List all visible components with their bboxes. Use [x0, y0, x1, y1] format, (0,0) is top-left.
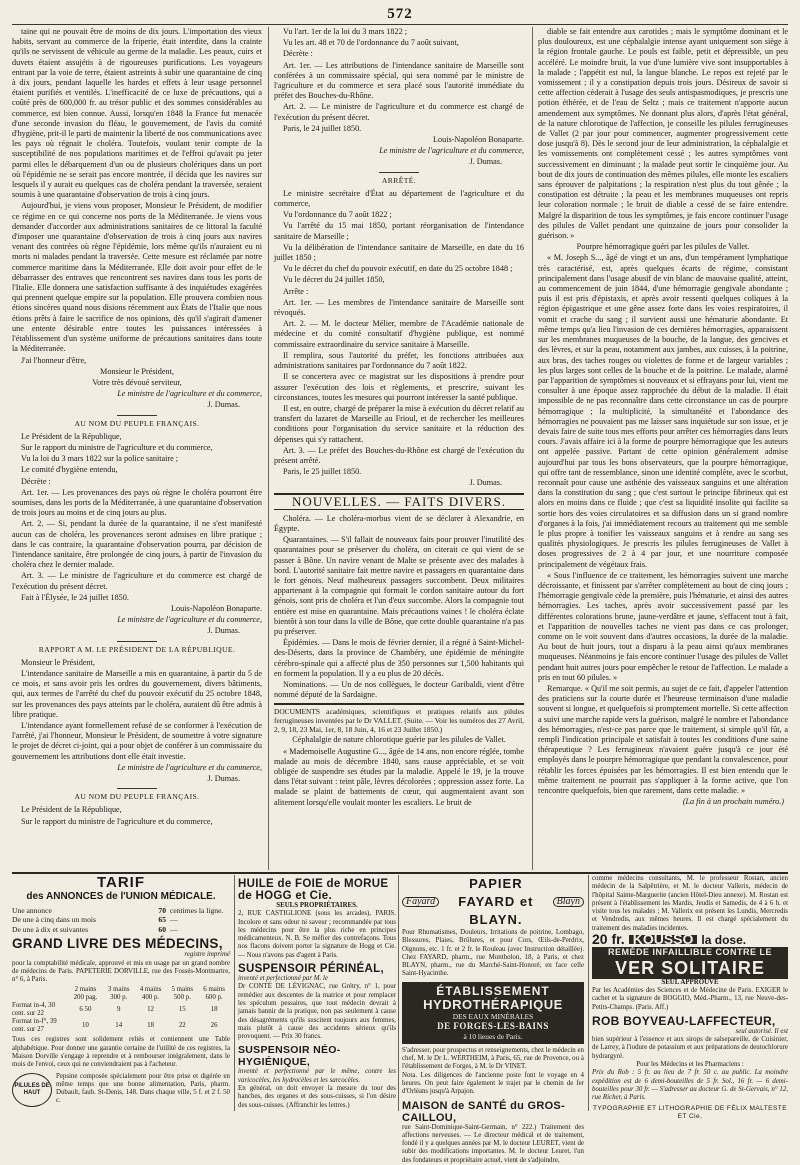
maison-continued-text: comme médecins consultants, M. le professeur Rostan, ancien médecin de la Salpêtrière, et M. le docteur Vallerix, médecin de l'hôpital Sainte-Marguerite (ancien Hôtel-Dieu annexe). M. Rostan est présent à l'établissement les Mardis, Jeudis et Samedis, de 4 à 6 h. et visite tous les malades ; M. Vallerix est présent les Lundis, Mercredis et Vendredis, aux mêmes heures. Il est chargé spécialement du traitement des maladies incidentes.: [592, 875, 788, 932]
hydro-line-4: DE FORGES-LES-BAINS: [437, 1020, 549, 1031]
paragraph: Remarque. « Qu'il me soit permis, au sujet de ce fait, d'appeler l'attention des praticiens sur la courte durée et l'heureuse terminaison d'une maladie souvent si longue, et quelquefois si promptement mortelle. Si cette affection a suivi une marche rapide vers la guérison, malgré le nombre et l'abondance des hémorragies, n'est-ce pas parce que le traitement, si simple qu'il fût, a rempli l'indication principale et satisfait à toutes les conditions d'une saine thérapeutique ? Les ferrugineux n'avaient guère jusqu'à ce jour été employés dans le pourpre hémorragique que pendant la convalescence, pour rétablir les forces épuisées par les hémorragies. Il est bien entendu que le même traitement ne pourrait pas s'appliquer à la forme active, que l'on rencontre quelquefois, bien que rarement, dans cette maladie. »: [538, 684, 788, 796]
paragraph: Le Président de la République,: [21, 431, 122, 441]
paragraph: Vu l'ordonnance du 7 août 1822 ;: [283, 210, 392, 220]
fayard-signature: Fayard: [402, 897, 439, 908]
paragraph: Sur le rapport du ministre de l'agriculture et du commerce,: [21, 816, 213, 826]
format-cell: 2 mains: [74, 986, 97, 994]
tarif-rate-unit: —: [170, 915, 178, 925]
paragraph: Vu l'art. 1er de la loi du 3 mars 1822 ;: [283, 27, 407, 36]
paragraph: taine qui ne pouvait être de moins de dix jours. L'importation des vieux habits, servant au commerce de la friperie, était interdite, dans la crainte qu'ils ne servissent de véhicule au germe de la maladie. Les peaux, cuirs et duvets étaient assujétis à de rigoureuses purifications. Les voyageurs entrant par la voie de terre, étaient astreints à subir une quarantaine de cinq à dix jours, pendant laquelle les hardes et effets à leur usage personnel étaient purifiés et ventilés. L'inefficacité de ce luxe de précautions, qui a coûté près de 600,000 fr. au trésor public et des sommes considérables au commerce, est bien connue. Aussi, lorsqu'en 1848 la France fut menacée d'une seconde invasion du fléau, le gouvernement, de l'avis du comité d'hygiène, prit-il le parti de maintenir la liberté de nos communications avec les pays où régnait le choléra. Toutefois, voulant tenir compte de la susceptibilité de nos populations maritimes et de l'effroi qu'avait pu jeter parmi elles le débarquement d'un ou de plusieurs cholériques dans un port où l'épidémie ne se serait pas encore montrée, il décida que les navires sur lesquels il y aurait eu quelques cas de choléra pendant la traversée, seraient soumis à une quarantaine d'observation de trois à cinq jours.: [12, 27, 262, 200]
paragraph: Nominations. — Un de nos collègues, le docteur Garibaldi, vient d'être nommé député de la Sardaigne.: [274, 679, 524, 700]
tarif-rate-unit: centimes la ligne.: [170, 906, 224, 915]
kousso-header: [592, 931, 788, 948]
kousso-name: KOUSSO: [629, 935, 698, 944]
ad-divider: [588, 875, 589, 1111]
hygienique-tag: inventé et perfectionné par le même, contre les varicocèles, les hydrocèles et les sarcocèles.: [238, 1068, 396, 1084]
format-cell: 10: [81, 1022, 89, 1030]
paragraph: Monsieur le Président,: [21, 657, 95, 667]
paragraph: Il remplira, sous l'autorité du préfet, les fonctions attribuées aux administrations sanitaires par l'ordonnance du 7 août 1822.: [274, 350, 524, 371]
paragraph: Céphalalgie de nature chlorotique guérie par les pilules de Vallet.: [292, 735, 506, 745]
kousso-dose: la dose.: [701, 933, 747, 948]
format-cell: 15: [178, 1006, 186, 1014]
section-heading: ARRÊTÉ.: [274, 172, 524, 186]
column-1: [12, 27, 262, 870]
kousso-text: Par les Académies des Sciences et de Médecine de Paris. EXIGER le cachet et la signature de BOGGIO, Méd.-Pharm., 13, rue Neuve-des-Petits-Champs. (Paris. Aff.): [592, 986, 788, 1011]
paragraph: Paris, le 25 juillet 1850.: [283, 467, 362, 477]
format-cell: 300 p.: [110, 994, 128, 1002]
paragraph: « Mademoiselle Augustine G..., âgée de 14 ans, non encore réglée, tombe malade au mois de décembre 1840, sans cause appréciable, et se voit obligée de suspendre ses études par la maladie. Appelé le 19, je la trouve dans l'état suivant : teint pâle, lèvres décolorées ; oppression assez forte. La malade se plaint de battements de cœur, qui augmentaient avant son alitement lorsqu'elle voulait monter les escaliers. Le bruit de: [274, 746, 524, 807]
paragraph: DOCUMENTS académiques, scientifiques et pratiques relatifs aux pilules ferrugineuses inventées par le Dr VALLET. (Suite. — Voir les numéros des 27 Avril, 2, 9, 18, 23 Mai, 1er, 8, 18 Juin, 4, 16 et 23 Juillet 1850.): [274, 703, 524, 734]
tarif-rate-row: [12, 915, 230, 924]
paragraph: Art. 2. — Le ministre de l'agriculture et du commerce est chargé de l'exécution du présent décret.: [274, 102, 524, 122]
format-price-table: [12, 986, 230, 1034]
depuis-text: Pepsine composée spécialement pour être prise et digérée en même temps que une bonne alimentation, Paris, pharm. Dubault, faub. St-Denis, 148. Dans chaque ville, 5 f. et 2 f. 50 c.: [56, 1072, 230, 1105]
paragraph: J. Dumas.: [469, 157, 502, 167]
column-2: [274, 27, 524, 870]
paragraph: Fait à l'Élysée, le 24 juillet 1850.: [21, 592, 129, 602]
paragraph: « M. Joseph S..., âgé de vingt et un ans, d'un tempérament lymphatique très caractérisé, est, après quelques écarts de régime, consistant principalement dans l'usage abusif de vin blanc de mauvaise qualité, atteint, au commencement de juin 1844, d'une hémorragie gengivale abondante ; puis il est pris d'épistaxis, et après avoir ressenti quelques coliques à la région épigastrique et une gêne assez forte dans les voies respiratoires, il vomit et crache du sang ; il survient aussi une hématurie abondante. Et même temps qu'a lieu l'invasion de ces dernières hémorragies, apparaissent sur les membranes muqueuses de la bouche, de la langue, des gencives et des lèvres, et sur la peau, notamment aux jambes, aux cuisses, à la poitrine, aux bras, des taches rouges ou violettes de forme et de largeur variables ; les plus larges sont celles de la bouche et de la poitrine. Le malade, alarmé par l'apparition de symptômes si nouveaux et si effrayans pour lui, vient me consulter à une époque assez rapprochée du début de la maladie. Il était impossible de ne pas reconnaître dans cette circonstance un cas de pourpre hémorragique ; la multiplicité, la simultanéité et l'abondance des hémorragies ne pouvaient pas me laisser sans inquiétude sur son issue, et je devais faire de suite tous mes efforts pour arrêter ces hémorragies dans leurs cours. J'avais affaire ici à la forme de pourpre hémorragique que les auteurs ont appelée passive. Partant de cette opinion généralement admise aujourd'hui par tous les bons observateurs, que la pourpre hémorragique, qui offre tant de ressemblance, sinon une identité complète, avec le scorbut, reconnaît pour cause une asthénie des vaisseaux sanguins et une altération dans la constitution du sang ; que c'est surtout le principe fibrineux qui est alors en moins dans ce fluide ; que c'est sa liquidité insolite qui facilite sa sortie hors des voies circulatoires et sa diffusion dans un si grand nombre d'organes à la fois, j'ai immédiatement recours au traitement qui me semble le plus propre à tonifier les vaisseaux sanguins et à rendre au sang ses qualités physiologiques. Je prescris les pilules ferrugineuses de Vallet à doses progressives de 2 à 4 par jour, et une nourriture composée principalement de végétaux frais.: [538, 253, 788, 569]
column-divider: [532, 27, 533, 870]
format-cell: Format in-4, 30 cent. sur 22: [12, 1002, 56, 1018]
paragraph: Paris, le 24 juillet 1850.: [283, 123, 362, 133]
paragraph: Épidémies. — Dans le mois de février dernier, il a régné à Saint-Michel-des-Déserts, dans la province de Chambéry, une épidémie de méningite cérébro-spinale qui a affecté plus de 350 personnes sur 1,500 habitants qui en forment la population. Il y a eu plus de 20 décès.: [274, 638, 524, 678]
column-divider: [268, 27, 269, 870]
ad-column-1: [12, 875, 230, 1111]
depuis-ad: [12, 1073, 230, 1107]
ad-column-4: [592, 875, 788, 1121]
kousso-price: 20 fr.: [592, 931, 625, 948]
paragraph: J'ai l'honneur d'être,: [21, 355, 87, 365]
fayard-text: Pour Rhumatismes, Douleurs, Irritations de poitrine, Lombago, Blessures, Plaies, Brûlures, et pour Cors, Œils-de-Perdrix, Oignons, etc. 1 fr. et 2 fr. le Rouleau (avec Instruction détaillée). Chez FAYARD, pharm., rue Montholon, 18, à Paris, et chez BLAYN, pharm., rue du Marché-Saint-Honoré, en face celle Saint-Hyacinthe.: [402, 929, 584, 978]
kousso-ver-solitaire: VER SOLITAIRE: [592, 958, 788, 979]
perineal-tag: inventé et perfectionné par M. le: [238, 975, 328, 983]
tarif-rate-label: De une à cinq dans un mois: [12, 915, 96, 925]
hygienique-text: En général, on doit envoyer la mesure du tour des hanches, des organes et des sous-cuisses, si l'on désire des sous-cuisses. (Affranchir les lettres.): [238, 1085, 396, 1109]
paragraph: Vu l'arrêté du 15 mai 1850, portant réorganisation de l'intendance sanitaire de Marseille ;: [274, 221, 524, 241]
perineal-text: Dr CONTÉ DE LÉVIGNAC, rue Grétry, n° 1, pour remédier aux descentes de la matrice et pour remplacer les spéculum pessaires, que tout médecin devrait à jamais bannir de la pratique, non pas seulement à cause des désagréments qu'ils suscitent toujours aux femmes, mais plutôt à cause des accidents sérieux qu'ils provoquent. — Prix 30 francs.: [238, 983, 396, 1041]
paragraph: Vu le décret du chef du pouvoir exécutif, en date du 25 octobre 1848 ;: [283, 264, 513, 274]
tarif-rate-price: 60: [158, 924, 166, 934]
huile-text: 2, RUE CASTIGLIONE (sous les arcades), PARIS. Incolore et sans odeur ni saveur ; recommandée par tous les médecins pour être la plus riche en principes médicamenteux. N. B. Se méfier des contrefaçons. Tous nos flacons doivent porter la signature de Hogg et Cie. — Nous n'avons pas d'agent à Paris.: [238, 910, 396, 959]
tarif-rate-price: 65: [158, 915, 166, 925]
paragraph: Pourpre hémorragique guéri par les pilules de Vallet.: [576, 242, 750, 252]
hydro-line-3: DES EAUX MINÉRALES: [452, 1011, 534, 1021]
paragraph: L'intendance sanitaire de Marseille a mis en quarantaine, à partir du 5 de ce mois, et sans avoir pris les ordres du gouvernement, divers bâtiments, qui, aux termes de l'arrêté du chef du pouvoir exécutif du 25 octobre 1848, sur les provenances des pays atteints par le choléra, auraient dû être admis à libre pratique.: [12, 668, 262, 719]
format-cell: 600 p.: [205, 994, 223, 1002]
grand-livre-tag: registre imprimé: [184, 951, 230, 959]
blayn-signature: Blayn: [553, 897, 584, 908]
format-cell: 400 p.: [141, 994, 160, 1002]
paragraph: Louis-Napoléon Bonaparte.: [433, 135, 524, 145]
paragraph: diable se fait entendre aux carotides ; mais le symptôme dominant et le plus douloureux, est une céphalalgie intense ayant uniquement son siège à la région frontale gauche. Le pouls est faible, petit et dépressible, un peu accéléré. Le moindre bruit, la vue d'une lumière vive sont insupportables à la malade ; l'appétit est nul, la langue blanche. Le repos est rejeté par le vomissement ; il y a constipation depuis trois jours. Désireux de savoir si cette affection cèderait à l'usage des seuls antispasmodiques, je prescris une potion éthérée, et de l'eau de Seltz ; mais ce traitement n'apporte aucun amendement aux symptômes. Ne donnant plus alors, d'après l'état général, de la nature chlorotique de l'affection, je conseille les pilules ferrugineuses de Vallet (2 par jour pour commencer, augmenter progressivement cette dose jusqu'à 8). Dès le second jour de leur administration, la céphalalgie et les vomissements ont complètement cessé ; les autres symptômes vont successivement en diminuant ; la malade peut sortir le cinquième jour. Au bout de dix jours de continuation des mêmes pilules, elle monte les escaliers sans éprouver de palpitations ; la respiration n'est plus du tout gênée ; la constipation est détruite ; la peau et les membranes muqueuses ont repris leur coloration normale ; le bruit de diable a cessé de se faire entendre. Malgré la disparition de tous les symptômes, je fais encore continuer l'usage des pilules de Vallet pendant une quinzaine de jours pour consolider la guérison. »: [538, 27, 788, 241]
paragraph: Le ministre secrétaire d'État au département de l'agriculture et du commerce,: [274, 188, 524, 209]
huile-heading: HUILE de FOIE de MORUE de HOGG et Cie.: [238, 878, 389, 902]
paragraph: (La fin à un prochain numéro.): [682, 797, 784, 807]
format-cell: 4 mains: [139, 986, 162, 994]
paragraph: Le ministre de l'agriculture et du commerce,: [117, 389, 262, 399]
section-heading: NOUVELLES. — FAITS DIVERS.: [274, 493, 524, 510]
paragraph: Art. 1er. — Les membres de l'intendance sanitaire de Marseille sont révoqués.: [274, 297, 524, 318]
top-rule: [12, 24, 788, 25]
paragraph: Monsieur le Président,: [100, 366, 174, 376]
section-heading: RAPPORT A M. LE PRÉSIDENT DE LA RÉPUBLIQUE.: [12, 641, 262, 655]
format-cell: 6 mains: [203, 986, 225, 994]
fayard-ad: [402, 875, 584, 929]
ad-column-3: [402, 875, 584, 1164]
kousso-remede: REMÈDE INFAILLIBLE CONTRE LE: [592, 947, 788, 958]
perineal-heading: SUSPENSOIR PÉRINÉAL,: [238, 963, 384, 976]
paragraph: Décrète :: [21, 476, 51, 486]
paragraph: Louis-Napoléon Bonaparte.: [171, 603, 262, 613]
tarif-rate-price: 70: [158, 906, 166, 915]
paragraph: Vu le décret du 24 juillet 1850,: [283, 275, 385, 285]
grand-livre-heading: GRAND LIVRE DES MÉDECINS,: [12, 936, 223, 952]
maison-heading: MAISON de SANTÉ du GROS-CAILLOU,: [402, 1099, 566, 1124]
format-cell: [12, 986, 68, 994]
fayard-title: PAPIER FAYARD et BLAYN.: [458, 876, 534, 927]
format-row: [12, 986, 230, 994]
tarif-rate-unit: —: [170, 924, 178, 934]
huile-sub: SEULS PROPRIÉTAIRES.: [276, 902, 358, 909]
rob-sub: Pour les Médecins et les Pharmaciens :: [636, 1061, 744, 1069]
format-cell: 6 50: [79, 1006, 92, 1014]
format-row: [12, 1018, 230, 1034]
paragraph: Le ministre de l'agriculture et du commerce,: [117, 762, 262, 772]
paragraph: Le comité d'hygiène entendu,: [21, 465, 118, 475]
format-cell: 3 mains: [107, 986, 130, 994]
format-cell: 26: [210, 1022, 218, 1030]
maison-text: rue Saint-Dominique-Saint-Germain, n° 222.) Traitement des affections nerveuses. — Le directeur médical et de traitement, fondé il y a quelques années par M. le docteur LEURET, vient de subir des modifications importantes. M. le docteur Leuret, l'un des fondateurs et propriétaire actuel, vient de s'adjoindre,: [402, 1123, 584, 1164]
paragraph: Art. 1er. — Les attributions de l'intendance sanitaire de Marseille sont conférées à un commissaire spécial, qui sera nommé par le ministre de l'agriculture et du commerce et sera placé sous l'autorité immédiate du préfet des Bouches-du-Rhône.: [274, 60, 524, 101]
ad-divider: [398, 875, 399, 1111]
format-cell: 18: [147, 1022, 154, 1030]
paragraph: Le ministre de l'agriculture et du commerce,: [117, 615, 262, 625]
paragraph: Vu les art. 48 et 70 de l'ordonnance du 7 août suivant,: [283, 38, 459, 48]
tarif-title: TARIF: [96, 874, 146, 891]
tarif-rate-row: [12, 906, 230, 915]
paragraph: Quarantaines. — S'il fallait de nouveaux faits pour prouver l'inutilité des quarantaines pour se préserver du choléra, on citerait ce qui vient de se passer à Bône. Un navire venant de Malte se présente avec des malades à bord. L'autorité sanitaire fait mettre navire et passagers en quarantaine dans le fort génois. Neuf malheureux passagers succombent. Deux militaires appartenant à la compagnie qui formait le cordon sanitaire autour du fort génois, sont pris de choléra et l'un d'eux succombe. Alors la compagnie tout entière est mise en quarantaine. Mais précautions vaines ! le choléra éclate bientôt à son tour dans la ville de Bône, que cette double quarantaine n'a pas pu préserver.: [274, 535, 524, 636]
hygienique-heading: SUSPENSOIR NÉO-HYGIÉNIQUE,: [238, 1044, 341, 1069]
rob-heading: ROB BOYVEAU-LAFFECTEUR,: [592, 1013, 776, 1028]
tarif-subtitle: des ANNONCES de l'UNION MÉDICALE.: [26, 891, 216, 902]
pill-emblem-icon: PILULES DE HAUT: [12, 1073, 52, 1107]
paragraph: Vu la loi du 3 mars 1822 sur la police sanitaire ;: [21, 454, 179, 464]
format-cell: Format in-f°, 39 cent. sur 27: [12, 1018, 57, 1034]
kousso-approuve: SEUL APPROUVÉ: [661, 978, 719, 986]
tarif-rates: [12, 906, 230, 934]
section-heading: AU NOM DU PEUPLE FRANÇAIS.: [12, 788, 262, 802]
format-cell: 9: [117, 1006, 121, 1014]
grand-livre-text: pour la comptabilité médicale, approuvé et mis en usage par un grand nombre de médecins de Paris. PAPETERIE DORVILLE, rue des Fossés-Montmartre, n° 6, à Paris.: [12, 959, 230, 984]
paragraph: Art. 2. — M. le docteur Mélier, membre de l'Académie nationale de médecine et du comité consultatif d'hygiène publique, est nommé commissaire extraordinaire du service sanitaire à Marseille.: [274, 319, 524, 349]
hydro-banner: [402, 982, 584, 1044]
section-heading: AU NOM DU PEUPLE FRANÇAIS.: [12, 415, 262, 429]
article-columns: [12, 27, 788, 870]
format-cell: [12, 994, 68, 1002]
paragraph: Aujourd'hui, je viens vous proposer, Monsieur le Président, de modifier ce régime en ce qui concerne nos ports de la Méditerranée. Je viens vous demander d'accorder aux administrations sanitaires de ce littoral la faculté d'imposer une quarantaine d'observation de trois à cinq jours aux navires venant des contrées où règne l'épidémie, lors même qu'ils n'auraient eu ni morts ni malades pendant la traversée. Cette mesure est réclamée par notre commerce maritime dans la Méditerranée. Elle doit avoir pour effet de le débarrasser des entraves que rencontrent ses navires dans tous les ports de l'Italie. Elle donnera une satisfaction suffisante à des inquiétudes exagérées qui prennent quelque empire sur la population. Elle prouvera combien nous étions sincères quand nous disions récemment aux États de l'Italie que nous étions prêts à faire le sacrifice de nos opinions, dès qu'il s'agirait d'amener une entente désirable entre toutes les puissances intéressées à l'établissement d'un système uniforme de précautions sanitaires dans toute la Méditerranée.: [12, 201, 262, 354]
paragraph: L'intendance ayant formellement refusé de se conformer à l'exécution de l'arrêté, j'ai l'honneur, Monsieur le Président, de soumettre à votre signature le projet de décret ci-joint, qui a pour objet de conférer à un commissaire du gouvernement les attributions dont elle était investie.: [12, 721, 262, 761]
format-cell: 200 pag.: [73, 994, 98, 1002]
printer-footer: TYPOGRAPHIE ET LITHOGRAPHIE DE FÉLIX MALTESTE ET Cie,: [593, 1104, 787, 1121]
rob-price: Prix du Rob : 5 fr. au lieu de 7 fr. 50 c. au public. La moindre expédition est de 6 demi-bouteilles de 5 fr. Sol., 16 fr. — 6 demi-bouteilles pour 30 fr. — S'adresser au docteur G. de St-Gervais, n° 12, rue Richer, à Paris.: [592, 1069, 788, 1102]
paragraph: Art. 3. — Le préfet des Bouches-du-Rhône est chargé de l'exécution du présent arrêté.: [274, 445, 524, 465]
paragraph: Il est, en outre, chargé de préparer la mise à exécution du décret relatif au transfert du lazaret de Marseille au Frioul, et de rechercher les meilleures conditions pour l'organisation du service sanitaire et la réduction des dépenses qui s'y rattachent.: [274, 403, 524, 444]
paragraph: Art. 3. — Le ministre de l'agriculture et du commerce est chargé de l'exécution du présent décret.: [12, 571, 262, 591]
paragraph: Arrête :: [283, 286, 309, 296]
format-row: [12, 1002, 230, 1018]
paragraph: J. Dumas.: [207, 774, 240, 784]
format-cell: 14: [115, 1022, 123, 1030]
paragraph: Art. 1er. — Les provenances des pays où règne le choléra pourront être soumises, dans les ports de la Méditerranée, à une quarantaine d'observation de trois jours au moins et de cinq jours au plus.: [12, 487, 262, 518]
paragraph: « Sous l'influence de ce traitement, les hémorragies suivent une marche décroissante, et finissent par s'arrêter complètement au bout de cinq jours ; l'hémorragie gengivale cède la première, puis l'hématurie, et ainsi des autres hémorragies. Les taches, après avoir successivement passé par les différentes colorations brune, jaune-verdâtre et jaune, s'effacent tout à fait, et l'apparition de nouvelles taches ne vient pas dans ce cas prolonger, comme on le voit souvent dans d'autres occasions, la durée de la maladie. Au bout de huit jours, tout a disparu à la peau ainsi qu'aux membranes muqueuses. Néanmoins je fais encore continuer l'usage des pilules de Vallet pendant huit autres jours pour empêcher le retour de l'affection. Le malade a pris en tout 60 pilules. »: [538, 570, 788, 682]
paragraph: Le Président de la République,: [21, 805, 122, 815]
hydro-line-5: à 10 lieues de Paris.: [463, 1031, 523, 1041]
hydro-note: Nota. Les diligences de l'ancienne poste font le voyage en 4 heures. On peut faire également le trajet par le chemin de fer d'Orléans jusqu'à Arpajon.: [402, 1071, 584, 1096]
format-cell: 22: [178, 1022, 186, 1030]
format-cell: 500 p.: [173, 994, 191, 1002]
paragraph: J. Dumas.: [469, 478, 502, 488]
tarif-rate-label: Une annonce: [12, 906, 52, 915]
format-cell: 12: [147, 1006, 154, 1014]
paragraph: Il se concertera avec ce magistrat sur les dispositions à prendre pour assurer l'exécution des lois et règlements, et prescrire, suivant les circonstances, toutes les mesures qui pourront intéresser la santé publique.: [274, 372, 524, 402]
advertisements: [12, 874, 788, 1164]
ad-divider: [234, 875, 235, 1111]
paragraph: J. Dumas.: [207, 400, 240, 410]
grand-livre-note: Tous ces registres sont solidement reliés et contiennent une Table alphabétique. Pour donner une garantie certaine de l'utilité de ces registres, la Maison Dorville s'engage à reprendre et à rembourser intégralement, dans le mois de l'envoi, ceux qui ne conviendraient pas à l'acheteur.: [12, 1036, 230, 1069]
hydro-line-1: ÉTABLISSEMENT: [436, 983, 550, 998]
paragraph: Le ministre de l'agriculture et du commerce,: [379, 146, 524, 156]
format-row: [12, 994, 230, 1002]
ad-column-2: [238, 875, 396, 1111]
paragraph: Votre très dévoué serviteur,: [92, 377, 182, 387]
column-3: [538, 27, 788, 870]
paragraph: Choléra. — Le choléra-morbus vient de se déclarer à Alexandrie, en Égypte.: [274, 513, 524, 533]
rob-tag: seul autorisé. Il est: [735, 1027, 788, 1035]
tarif-rate-label: De une à dix et suivantes: [12, 924, 89, 934]
paragraph: Art. 2. — Si, pendant la durée de la quarantaine, il ne s'est manifesté aucun cas de choléra, les provenances seront admises en libre pratique ; dans le cas contraire, la quarantaine d'observation pourra, par décision de l'intendance sanitaire, être prolongée de cinq jours, à partir de l'invasion du choléra chez le dernier malade.: [12, 519, 262, 570]
paragraph: Vu la délibération de l'intendance sanitaire de Marseille, en date du 16 juillet 1850 ;: [274, 242, 524, 263]
hydro-text: S'adresser, pour prospectus et renseignements, chez le médecin en chef, M. le Dr L. WERTHEIM, à Paris, 65, rue de Provence, ou à l'établissement de Forges, à M. le Dr VINET.: [402, 1046, 584, 1071]
paragraph: Décrète :: [283, 49, 313, 59]
format-cell: 18: [210, 1006, 218, 1014]
format-cell: 5 mains: [171, 986, 194, 994]
hydro-line-2: HYDROTHÉRAPIQUE: [423, 996, 563, 1012]
page-number: 572: [387, 6, 413, 22]
paragraph: J. Dumas.: [207, 626, 240, 636]
paragraph: Sur le rapport du ministre de l'agriculture et du commerce,: [21, 442, 213, 452]
rob-text: bien supérieur à l'essence et aux sirops de salsepareille, de Cuisinier, de Larrey, à l'iodure de potassium et aux préparations de deutochlorure hydrargyré.: [592, 1036, 788, 1060]
tarif-rate-row: [12, 925, 230, 934]
